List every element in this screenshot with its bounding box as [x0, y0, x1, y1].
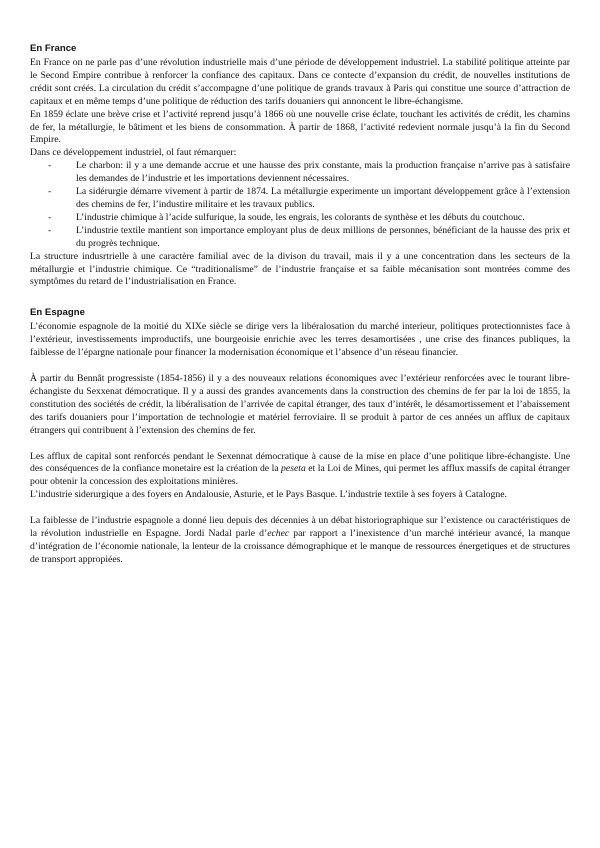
list-item	[30, 186, 570, 212]
paragraph: L’industrie siderurgique a des foyers en Andalousie, Asturie, et le Pays Basque. L’industrie textile à ses foyers à Catalogne.	[30, 489, 507, 501]
paragraph: À partir du Bennât progressiste (1854-1856) il y a des nouveaux relations économiques avec l’extérieur renforcées avec le tourant libre-échangiste du Sexxenat démocratique. Il y a aussi des grandes avancements dans la construction des chemins de fer par la loi de 1855, la constitution des sociétés de crédit, la libéralisation de l’arrivée de capital étranger, des taux d’intérêt, le désamortissement et l’abaissement des tarifs douaniers pour l’importation de technologie et matériel ferroviaire. Il se produit à partor de ces années un afflux de capitaux étrangers qui contribuent à l’extension des chemins de fer.	[30, 373, 570, 436]
list-item-text: L’industrie chimique à l’acide sulfurique, la soude, les engrais, les colorants de synthèse et les débuts du coutchouc.	[76, 211, 525, 223]
list-item-text: L’industrie textile mantient son importance employant plus de deux millions de personnes, bénéficiant de la hausse des prix et du progrès technique.	[76, 224, 570, 249]
italic-term: peseta	[281, 463, 306, 475]
bullet-dash: -	[48, 211, 52, 223]
bullet-dash: -	[48, 224, 52, 236]
bullet-dash: -	[48, 186, 52, 198]
paragraph: En 1859 éclate une brève crise et l’activité reprend jusqu’à 1866 où une nouvelle crise éclate, touchant les activités de crédit, les chamins de fer, la métallurgie, le bâtiment et les biens de consommation. À partir de 1868, l’activité redevient normale jusqu’à la fin du Second Empire.	[30, 108, 570, 146]
section-spain	[30, 306, 570, 567]
paragraph: La structure indusrtrielle à une caractère familial avec de la divison du travail, mais il y a une concentration dans les secteurs de la métallurgie et l’industrie chimique. Ce “traditionalisme” de l’industrie française et sa faible mécanisation sont montrées comme des symptômes du retard de l’industrialisation en France.	[30, 250, 570, 288]
paragraph-spacer	[30, 502, 570, 515]
section-spacer	[30, 289, 570, 302]
paragraph: L’économie espagnole de la moitié du XIXe siècle se dirige vers la libéralosation du marché interieur, politiques protectionnistes face à l’extérieur, investissements improductifs, une bourgeoisie enrichie avec les terres desamortisées , une crise des finances publiques, la faiblesse de l’épargne nationale pour financer la modernisation économique et l’absence d’un réseau financier.	[30, 321, 570, 359]
list-item-text: Le charbon: il y a une demande accrue et une hausse des prix constante, mais la production française n’arrive pas à satisfaire les demandes de l’industrie et les importations deviennent nécessaires.	[76, 160, 570, 185]
list-item-text: La sidérurgie démarre vivement à partir de 1874. La métallurgie experimente un important développement grâce à l’extension des chemins de fer, l’industire militaire et les travaux publics.	[76, 186, 570, 210]
list-item	[30, 212, 570, 225]
bullet-list	[30, 160, 570, 250]
italic-term: echec	[267, 528, 290, 540]
section-heading-france: En France	[30, 43, 77, 54]
list-item	[30, 160, 570, 186]
list-item	[30, 225, 570, 251]
paragraph: Dans ce développement industriel, ol faut rémarquer:	[30, 147, 237, 159]
paragraph-spacer	[30, 438, 570, 451]
paragraph: En France on ne parle pas d’une révolution industrielle mais d’une période de développement industriel. La stabilité politique atteinte par le Second Empire contribue à renforcer la confiance des capitaux. Dans ce contecte d’expansion du crédit, de nouvelles institutions de crédit sont créés. La circulation du crédit s’accompagne d’une politique de grands travaux à Paris qui constitue une source d’attraction de capitaux et en même temps d’une politique de réduction des tarifs douaniers qui annoncent le libre-échangisme.	[30, 57, 570, 107]
section-france	[30, 42, 570, 289]
paragraph: Les afflux de capital sont renforcés pendant le Sexennat démocratique à cause de la mise en place d’une politique libre-échangiste. Une des conséquences de la confiance monetaire est la création de la peseta et la Loi de Mines, qui permet les afflux massifs de capital étranger pour obtenir la concession des exploitations minières.	[30, 450, 570, 488]
paragraph-spacer	[30, 360, 570, 373]
bullet-dash: -	[48, 160, 52, 172]
paragraph: La faiblesse de l’industrie espagnole a donné lieu depuis des décennies à un débat historiographique sur l’existence ou caractéristiques de la révolution industrielle en Espagne. Jordi Nadal parle d’echec par rapport a l’inexistence d’un marché intérieur avancé, la manque d’intégration de l’économie nationale, la lenteur de la croissance démographique et le manque de ressources énergetiques et de structures de transport appropiées.	[30, 515, 570, 565]
section-heading-spain: En Espagne	[30, 307, 85, 319]
